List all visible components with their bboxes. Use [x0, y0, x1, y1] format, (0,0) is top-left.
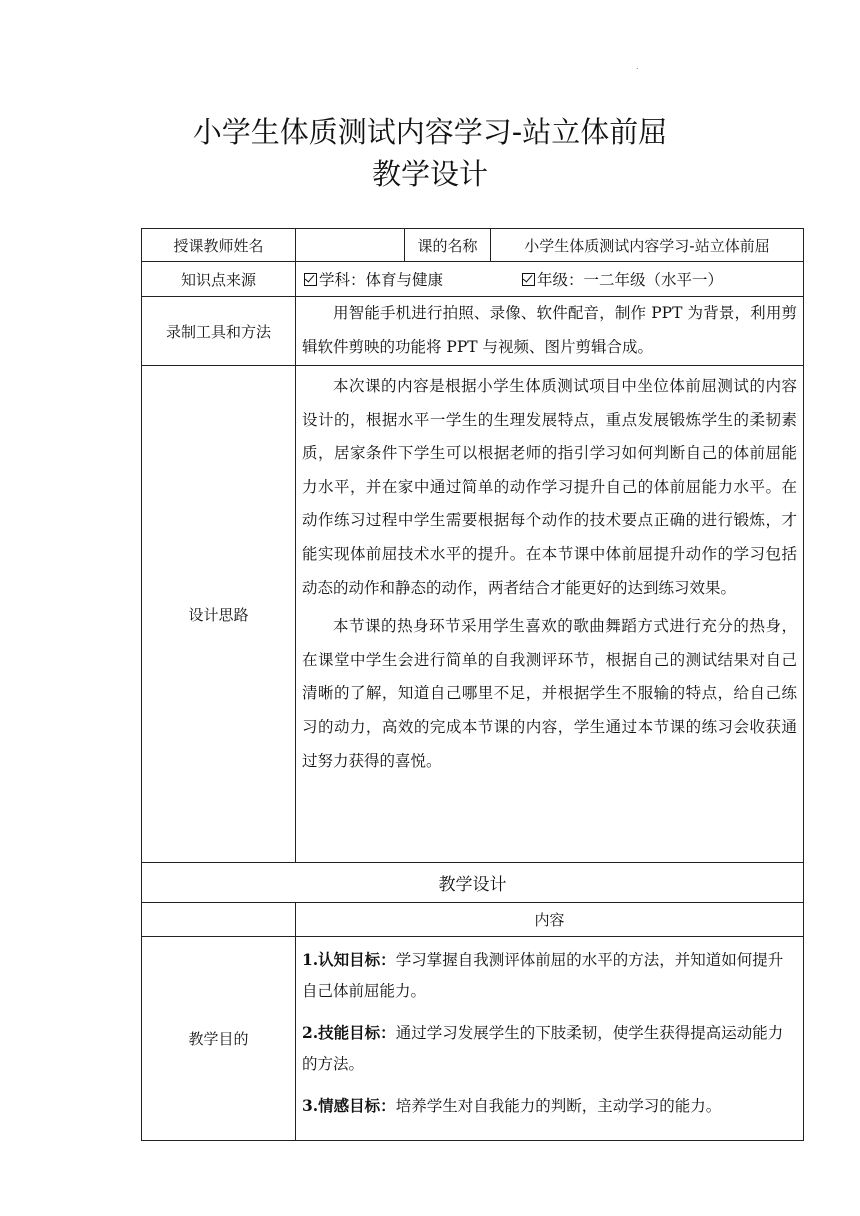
teaching-section-title: 教学设计 — [142, 863, 804, 903]
teacher-value — [296, 229, 405, 262]
design-paragraph-1: 本次课的内容是根据小学生体质测试项目中坐位体前屈测试的内容设计的，根据水平一学生的生理发展特点，重点发展锻炼学生的柔韧素质，居家条件下学生可以根据老师的指引学习如何判断自己的体前屈能力水平，并在家中通过简单的动作学习提升自己的体前屈能力水平。在动作练习过程中学生需要根据每个动作的技术要点正确的进行锻炼，才能实现体前屈技术水平的提升。在本节课中体前屈提升动作的学习包括动态的动作和静态的动作，两者结合才能更好的达到练习效果。 — [302, 377, 797, 597]
course-label: 课的名称 — [405, 229, 491, 262]
goal-cognitive-label: 1.认知目标： — [302, 950, 396, 969]
goal-skill-text: 通过学习发展学生的下肢柔韧，使学生获得提高运动能力的方法。 — [302, 1024, 784, 1073]
goals-label: 教学目的 — [142, 937, 296, 1141]
design-label: 设计思路 — [142, 366, 296, 863]
design-cell — [296, 366, 804, 863]
design-row — [142, 366, 804, 863]
teacher-row — [142, 229, 804, 262]
source-value — [296, 262, 804, 297]
course-value: 小学生体质测试内容学习-站立体前屈 — [491, 229, 804, 262]
checkbox-checked-icon — [304, 273, 317, 286]
content-header: 内容 — [296, 903, 804, 937]
document-subtitle: 教学设计 — [371, 157, 488, 191]
source-label: 知识点来源 — [142, 262, 296, 297]
content-header-blank — [142, 903, 296, 937]
source-row — [142, 262, 804, 297]
teaching-section-row — [142, 863, 804, 903]
document-title: 小学生体质测试内容学习-站立体前屈 — [192, 115, 668, 149]
corner-mark: . — [636, 62, 639, 71]
tools-label: 录制工具和方法 — [142, 297, 296, 366]
content-header-row — [142, 903, 804, 937]
tools-cell — [296, 297, 804, 366]
tools-row — [142, 297, 804, 366]
goals-row — [142, 937, 804, 1141]
goal-emotional — [296, 1090, 803, 1122]
goal-emotional-label: 3.情感目标： — [302, 1096, 396, 1115]
goal-skill-label: 2.技能目标： — [302, 1023, 396, 1042]
checkbox-checked-icon — [522, 273, 535, 286]
goal-emotional-text: 培养学生对自我能力的判断，主动学习的能力。 — [395, 1097, 722, 1115]
subject-text: 学科：体育与健康 — [319, 271, 444, 289]
goals-cell — [296, 937, 804, 1141]
goal-skill — [296, 1017, 803, 1080]
teacher-label: 授课教师姓名 — [142, 229, 296, 262]
grade-text: 年级：一二年级（水平一） — [536, 271, 723, 289]
tools-text: 用智能手机进行拍照、录像、软件配音，制作 PPT 为背景，利用剪辑软件剪映的功能将 PPT 与视频、图片剪辑合成。 — [302, 304, 797, 356]
lesson-design-table — [141, 228, 804, 1141]
design-paragraph-2: 本节课的热身环节采用学生喜欢的歌曲舞蹈方式进行充分的热身，在课堂中学生会进行简单的自我测评环节，根据自己的测试结果对自己清晰的了解，知道自己哪里不足，并根据学生不服输的特点，给自己练习的动力，高效的完成本节课的内容，学生通过本节课的练习会收获通过努力获得的喜悦。 — [302, 617, 797, 770]
goal-cognitive — [296, 944, 803, 1007]
goal-cognitive-text: 学习掌握自我测评体前屈的水平的方法，并知道如何提升自己体前屈能力。 — [302, 951, 784, 1000]
